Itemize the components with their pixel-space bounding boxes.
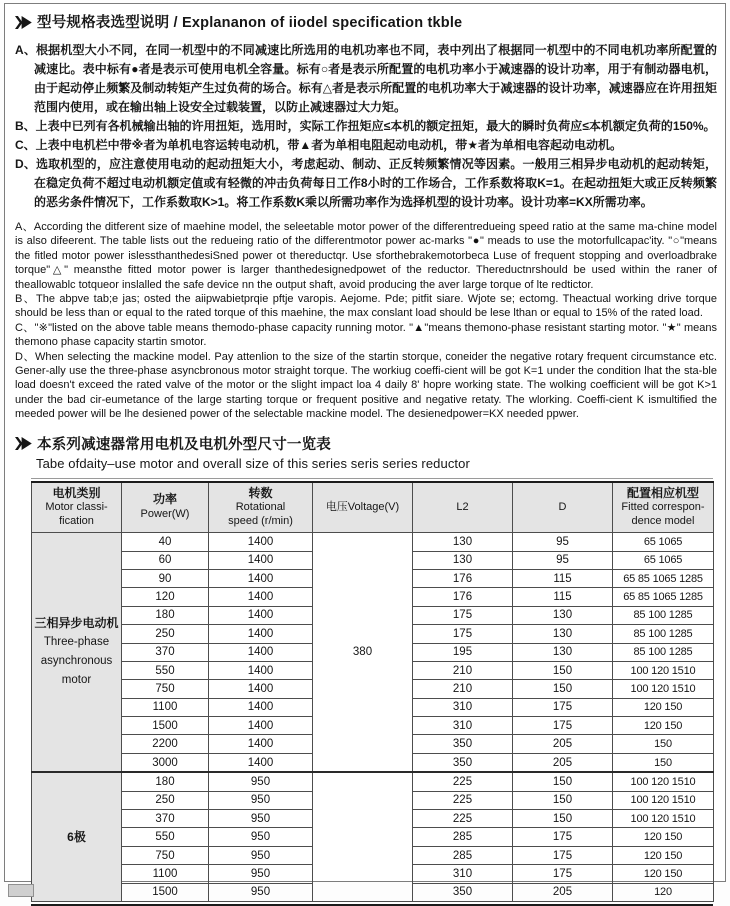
d-cell: 150: [513, 661, 613, 679]
l2-cell: 210: [413, 680, 513, 698]
d-cell: 175: [513, 828, 613, 846]
header-d: D: [513, 482, 613, 533]
speed-cell: 1400: [209, 533, 313, 551]
power-cell: 1500: [122, 717, 209, 735]
l2-cell: 195: [413, 643, 513, 661]
power-cell: 250: [122, 625, 209, 643]
note-zh-a: A、根据机型大小不同，在同一机型中的不同减速比所选用的电机功率也不同，表中列出了根据同一机型中的不同电机功率所配置的减速比。表中标有●者是表示可使用电机全容量。标有○者是表示所配置的电机功率小于减速器的设计功率，用于有制动器电机，由于起动停止频繁及制动转矩产生过负荷的场合。标有△者是表示所配置的电机功率大于减速器的设计功率，减速器应在许用扭矩范围内使用，或在输出轴上设安全过载装置，以防止减速器过大力矩。: [15, 43, 717, 114]
d-cell: 95: [513, 551, 613, 569]
note-zh-d: D、选取机型的，应注意使用电动的起动扭矩大小，考虑起动、制动、正反转频繁情况等因素。一般用三相异步电动机的起动转矩，在稳定负荷不超过电动机额定值或有轻微的冲击负荷每日工作8小时的工作场合，工作系数将取K=1。在起动扭矩大或正反转频繁的恶劣条件情况下，工作系数取K>1。将工作系数K乘以所需功率作为选择机型的设计功率。设计功率=KX所需功率。: [15, 157, 717, 209]
speed-cell: 1400: [209, 680, 313, 698]
motor-class-cell: 6极: [32, 772, 122, 901]
l2-cell: 350: [413, 753, 513, 772]
note-zh-c: C、上表中电机栏中带※者为单机电容运转电动机，带▲者为单相电阻起动电动机，带★者为单相电容起动电动机。: [15, 138, 622, 152]
speed-cell: 1400: [209, 551, 313, 569]
speed-cell: 1400: [209, 735, 313, 753]
d-cell: 150: [513, 772, 613, 791]
page-footer-mark: [8, 884, 34, 897]
double-arrow-icon: [15, 437, 32, 450]
section1-title-en: Explananon of iiodel specification tkble: [182, 15, 463, 31]
speed-cell: 950: [209, 810, 313, 828]
l2-cell: 285: [413, 828, 513, 846]
speed-cell: 1400: [209, 625, 313, 643]
note-en-d: D、When selecting the mackine model. Pay attenlion to the size of the startin storque, coneider the negative rotary frequent circumstance etc. Gener-ally use the three-phase asyncbronous motor straight torque. The workiug coeffi-cient will be got K=1 under the condition lhat the sta-ble load doesn't exceed the rated valve of the motor or the slight impact loa 4 daily 8' hopre working state. The wolking coefficient will be got K>1 under the bad cir-eumetance of the large starting torque or frequent positive and negative retaty. The wlorking. Coeffi-cient K ismultified the meeded power will be lhe desiened power of the selectable mackine model. The desienedpower=KX needed ppwer.: [15, 350, 717, 421]
model-cell: 65 85 1065 1285: [613, 588, 714, 606]
d-cell: 150: [513, 810, 613, 828]
speed-cell: 1400: [209, 717, 313, 735]
power-cell: 90: [122, 569, 209, 587]
section2-title-en: Tabe ofdaity–use motor and overall size of this series seris series reductor: [36, 455, 470, 471]
table-top-rule: [31, 478, 713, 479]
l2-cell: 310: [413, 865, 513, 883]
header-motor-class: 电机类别 Motor classi-fication: [32, 482, 122, 533]
page-content: [15, 11, 717, 906]
power-cell: 3000: [122, 753, 209, 772]
d-cell: 175: [513, 717, 613, 735]
english-notes: [15, 220, 717, 422]
model-cell: 85 100 1285: [613, 643, 714, 661]
speed-cell: 950: [209, 828, 313, 846]
speed-cell: 1400: [209, 753, 313, 772]
power-cell: 1100: [122, 698, 209, 716]
table-header: [32, 482, 714, 533]
speed-cell: 1400: [209, 569, 313, 587]
model-cell: 100 120 1510: [613, 810, 714, 828]
d-cell: 130: [513, 606, 613, 624]
l2-cell: 130: [413, 533, 513, 551]
speed-cell: 1400: [209, 661, 313, 679]
power-cell: 2200: [122, 735, 209, 753]
note-en-c: C、"※"listed on the above table means themodo-phase capacity running motor. "▲"means themono-phase resistant starting motor. "★" means themono phase capacity startin smotor.: [15, 321, 717, 349]
model-cell: 120 150: [613, 698, 714, 716]
motor-size-table: [31, 481, 714, 902]
model-cell: 120: [613, 883, 714, 901]
speed-cell: 1400: [209, 606, 313, 624]
d-cell: 150: [513, 680, 613, 698]
power-cell: 60: [122, 551, 209, 569]
header-power: 功率 Power(W): [122, 482, 209, 533]
model-cell: 65 85 1065 1285: [613, 569, 714, 587]
chinese-notes: [15, 41, 717, 212]
d-cell: 115: [513, 569, 613, 587]
model-cell: 120 150: [613, 717, 714, 735]
l2-cell: 310: [413, 698, 513, 716]
power-cell: 550: [122, 661, 209, 679]
l2-cell: 285: [413, 846, 513, 864]
d-cell: 175: [513, 865, 613, 883]
model-cell: 85 100 1285: [613, 625, 714, 643]
section2-title-zh: 本系列减速器常用电机及电机外型尺寸一览表: [37, 436, 331, 453]
motor-class-cell: 三相异步电动机 Three-phase asynchronous motor: [32, 533, 122, 773]
power-cell: 1500: [122, 883, 209, 901]
power-cell: 250: [122, 791, 209, 809]
header-voltage: 电压Voltage(V): [313, 482, 413, 533]
table-row: [32, 772, 714, 791]
speed-cell: 1400: [209, 588, 313, 606]
model-cell: 85 100 1285: [613, 606, 714, 624]
speed-cell: 1400: [209, 698, 313, 716]
l2-cell: 130: [413, 551, 513, 569]
d-cell: 205: [513, 753, 613, 772]
note-en-a: A、According the ditferent size of maehine model, the seleetable motor power of the differentredueing speed ratio at the same ma-chine model is also difeerent. The table lists out the redueing ratio of the differentmotor power ac-marks "●" meads to use the motorfullcapac'ity. "○"means the fitled motor power islessthanthedesiSned power ot thereductqr. Use sforthebrakemotorbeca Luse of frequent stopping and overloadbrake torque"△" meansthe fitted motor power is larger thanthedesignedpowet of the reductor. Thereductnrshould be used within the raner of theallowablc totqueor inslalled the safe device nn the output shaft, avoid producing the aver large torque of lte redtictor.: [15, 221, 717, 291]
note-en-b: B、The abpve tab;e jas; osted the aiipwabietprqie pftje varopis. Aejome. Pde; pitfit siare. Wjote se; ectomg. Theactual working drive torque should be less than or equal to the rated torque of this maehine, the max conslant load should be lese lthan or equal to 15% of the rated load.: [15, 293, 717, 320]
model-cell: 120 150: [613, 828, 714, 846]
l2-cell: 225: [413, 791, 513, 809]
l2-cell: 225: [413, 772, 513, 791]
speed-cell: 950: [209, 772, 313, 791]
power-cell: 750: [122, 680, 209, 698]
speed-cell: 950: [209, 846, 313, 864]
header-l2: L2: [413, 482, 513, 533]
speed-cell: 1400: [209, 643, 313, 661]
power-cell: 120: [122, 588, 209, 606]
model-cell: 100 120 1510: [613, 772, 714, 791]
voltage-cell: [313, 772, 413, 901]
d-cell: 205: [513, 735, 613, 753]
l2-cell: 350: [413, 883, 513, 901]
power-cell: 550: [122, 828, 209, 846]
l2-cell: 175: [413, 606, 513, 624]
d-cell: 95: [513, 533, 613, 551]
power-cell: 180: [122, 772, 209, 791]
d-cell: 175: [513, 846, 613, 864]
model-cell: 120 150: [613, 846, 714, 864]
model-cell: 100 120 1510: [613, 661, 714, 679]
d-cell: 175: [513, 698, 613, 716]
model-cell: 65 1065: [613, 551, 714, 569]
speed-cell: 950: [209, 791, 313, 809]
voltage-cell: 380: [313, 533, 413, 773]
model-cell: 120 150: [613, 865, 714, 883]
motor-table-wrap: [31, 478, 713, 906]
section1-title-sep: /: [169, 15, 182, 31]
header-model: 配置相应机型 Fitted correspon- dence model: [613, 482, 714, 533]
model-cell: 100 120 1510: [613, 680, 714, 698]
note-zh-b: B、上表中已列有各机械输出轴的许用扭矩，选用时，实际工作扭矩应≤本机的额定扭矩，最大的瞬时负荷应≤本机额定负荷的150%。: [15, 119, 716, 133]
table-body: [32, 533, 714, 902]
table-row: [32, 533, 714, 551]
power-cell: 370: [122, 810, 209, 828]
l2-cell: 176: [413, 569, 513, 587]
l2-cell: 176: [413, 588, 513, 606]
section1-title-zh: 型号规格表选型说明: [37, 15, 170, 31]
section1-title: [37, 11, 462, 32]
model-cell: 100 120 1510: [613, 791, 714, 809]
power-cell: 750: [122, 846, 209, 864]
header-speed: 转数 Rotational speed (r/min): [209, 482, 313, 533]
section2-heading: [15, 433, 717, 471]
d-cell: 130: [513, 643, 613, 661]
l2-cell: 175: [413, 625, 513, 643]
speed-cell: 950: [209, 883, 313, 901]
double-arrow-icon: [15, 16, 32, 29]
l2-cell: 225: [413, 810, 513, 828]
power-cell: 180: [122, 606, 209, 624]
power-cell: 370: [122, 643, 209, 661]
d-cell: 130: [513, 625, 613, 643]
model-cell: 150: [613, 735, 714, 753]
l2-cell: 350: [413, 735, 513, 753]
speed-cell: 950: [209, 865, 313, 883]
d-cell: 150: [513, 791, 613, 809]
l2-cell: 210: [413, 661, 513, 679]
d-cell: 205: [513, 883, 613, 901]
power-cell: 1100: [122, 865, 209, 883]
power-cell: 40: [122, 533, 209, 551]
model-cell: 65 1065: [613, 533, 714, 551]
d-cell: 115: [513, 588, 613, 606]
l2-cell: 310: [413, 717, 513, 735]
model-cell: 150: [613, 753, 714, 772]
section1-heading: [15, 11, 717, 32]
